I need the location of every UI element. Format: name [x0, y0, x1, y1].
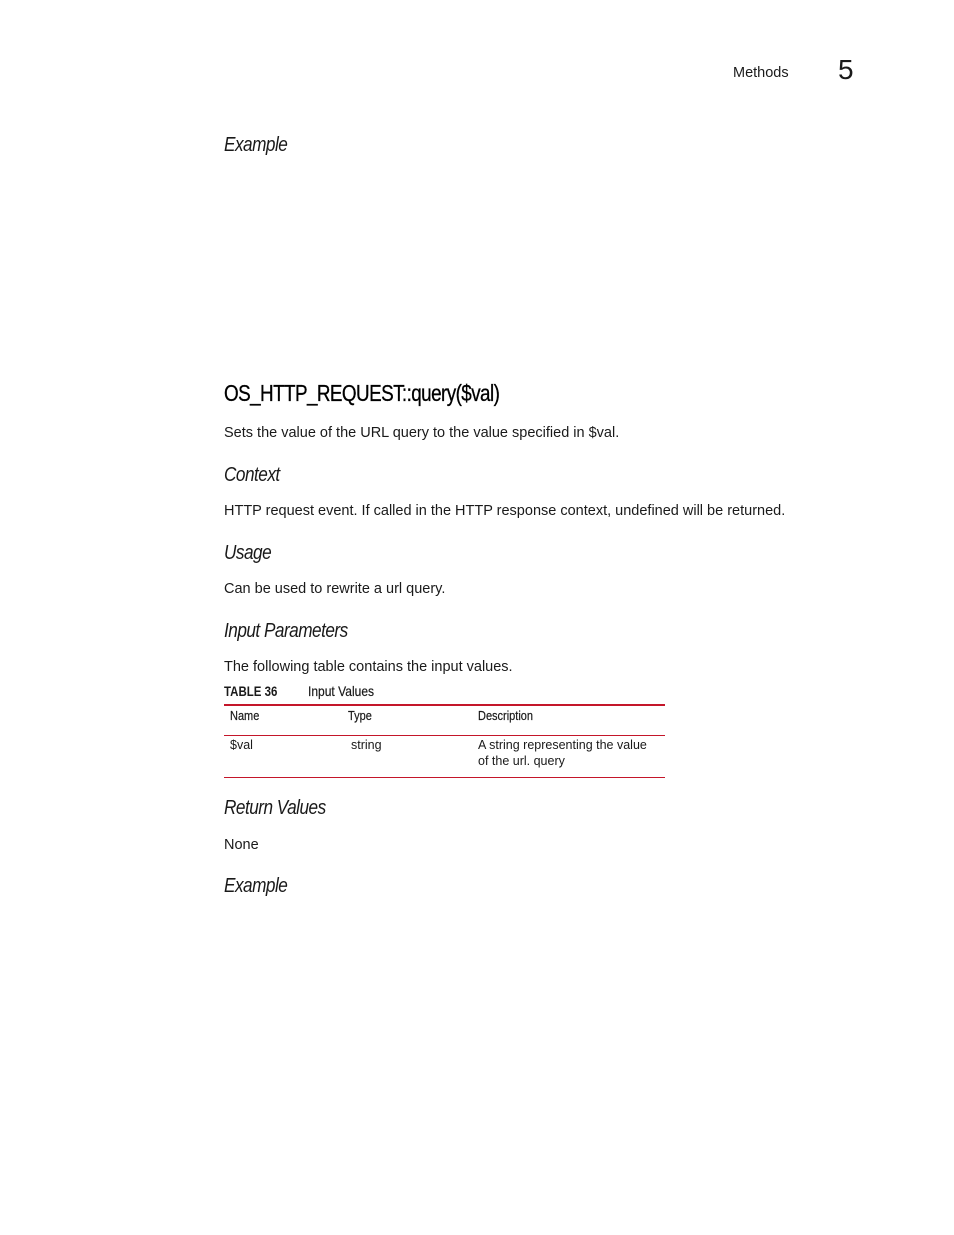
input-parameters-intro: The following table contains the input values.	[224, 659, 513, 675]
method-description: Sets the value of the URL query to the value specified in $val.	[224, 425, 620, 441]
column-header-description: Description	[478, 709, 534, 723]
cell-type: string	[351, 738, 382, 752]
table-bottom-rule	[224, 777, 665, 778]
cell-description-line1: A string representing the value	[478, 738, 647, 752]
context-heading: Context	[224, 464, 280, 486]
example-heading-bottom: Example	[224, 875, 288, 897]
input-parameters-heading: Input Parameters	[224, 620, 348, 642]
return-values-heading: Return Values	[224, 797, 326, 819]
column-header-type: Type	[348, 709, 372, 723]
chapter-number: 5	[838, 54, 854, 85]
running-header-section: Methods	[733, 65, 789, 81]
table-number: TABLE 36	[224, 683, 278, 699]
usage-text: Can be used to rewrite a url query.	[224, 581, 446, 597]
return-values-text: None	[224, 837, 259, 853]
example-heading-top: Example	[224, 134, 288, 156]
cell-description-line2: of the url. query	[478, 754, 565, 768]
usage-heading: Usage	[224, 542, 272, 564]
cell-name: $val	[230, 738, 253, 752]
table-title: Input Values	[308, 683, 375, 699]
table-header-rule	[224, 735, 665, 736]
table-top-rule	[224, 704, 665, 706]
column-header-name: Name	[230, 709, 260, 723]
method-title: OS_HTTP_REQUEST::query($val)	[224, 380, 500, 406]
context-text: HTTP request event. If called in the HTTP response context, undefined will be returned.	[224, 503, 786, 519]
